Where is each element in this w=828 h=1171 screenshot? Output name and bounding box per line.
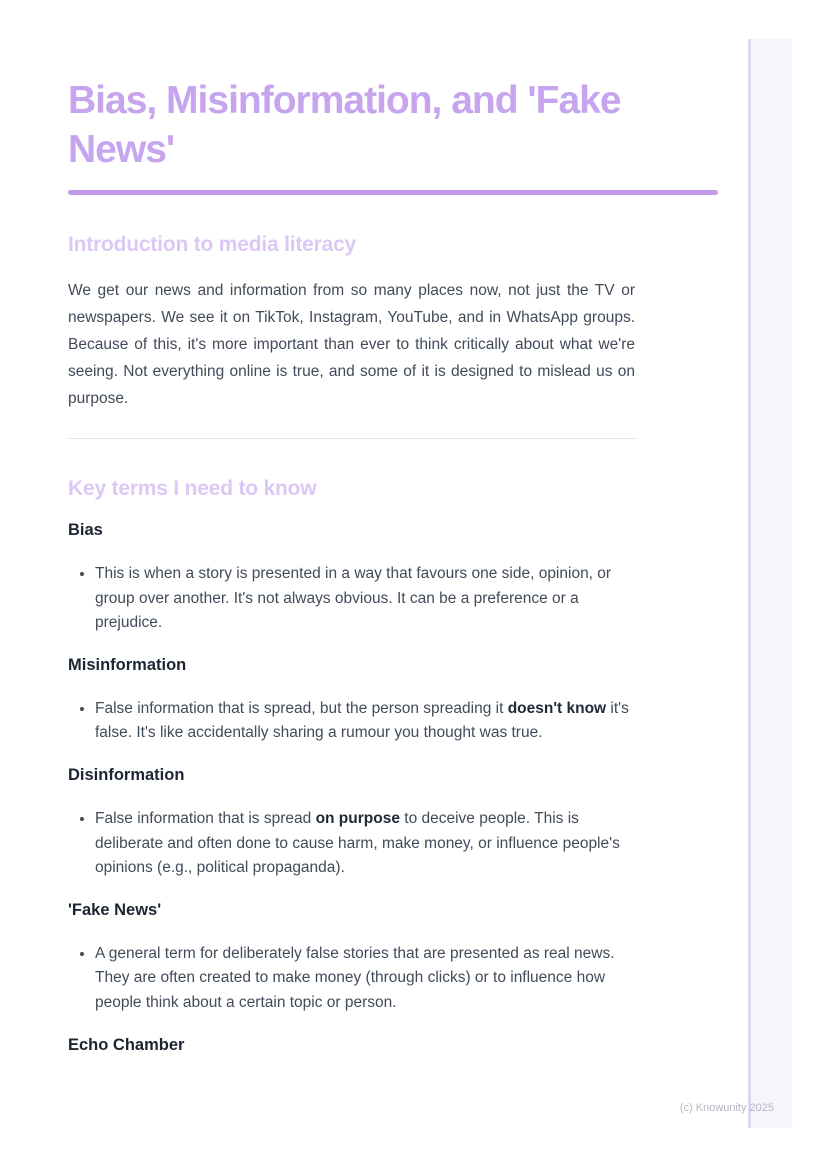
- term-bullet-list: [68, 562, 635, 636]
- document-content: [68, 0, 718, 1055]
- term-heading: Disinformation: [68, 765, 185, 784]
- decorative-stripe: [748, 39, 792, 1128]
- section-heading-key-terms: Key terms I need to know: [68, 477, 317, 500]
- title-rule: [68, 190, 718, 195]
- section-divider: [68, 438, 638, 439]
- intro-paragraph: We get our news and information from so many places now, not just the TV or newspapers. We see it on TikTok, Instagram, YouTube, and in WhatsApp groups. Because of this, it's more important than ever to think critically about what we're seeing. Not everything online is true, and some of it is designed to mislead us on purpose.: [68, 282, 635, 407]
- footer-credit: (c) Knowunity 2025: [679, 1102, 774, 1114]
- term-heading: Misinformation: [68, 655, 187, 674]
- term-bullet: • A general term for deliberately false stories that are presented as real news. They are often created to make money (through clicks) or to influence how people think about a certain topic or person.: [95, 942, 635, 1016]
- page-title: Bias, Misinformation, and 'Fake News': [68, 79, 621, 171]
- section-heading-intro: Introduction to media literacy: [68, 233, 357, 256]
- term-heading: Echo Chamber: [68, 1035, 185, 1054]
- key-terms-list: [68, 521, 718, 1055]
- term-bullet: • False information that is spread on purpose to deceive people. This is deliberate and often done to cause harm, make money, or influence people's opinions (e.g., political propaganda).: [95, 807, 635, 881]
- term-heading: 'Fake News': [68, 900, 162, 919]
- term-bullet-list: [68, 942, 635, 1016]
- term-bullet-list: [68, 697, 635, 746]
- term-bullet-list: [68, 807, 635, 881]
- term-heading: Bias: [68, 521, 103, 539]
- term-bullet: • This is when a story is presented in a way that favours one side, opinion, or group over another. It's not always obvious. It can be a preference or a prejudice.: [95, 562, 635, 636]
- term-bullet: • False information that is spread, but the person spreading it doesn't know it's false. It's like accidentally sharing a rumour you thought was true.: [95, 697, 635, 746]
